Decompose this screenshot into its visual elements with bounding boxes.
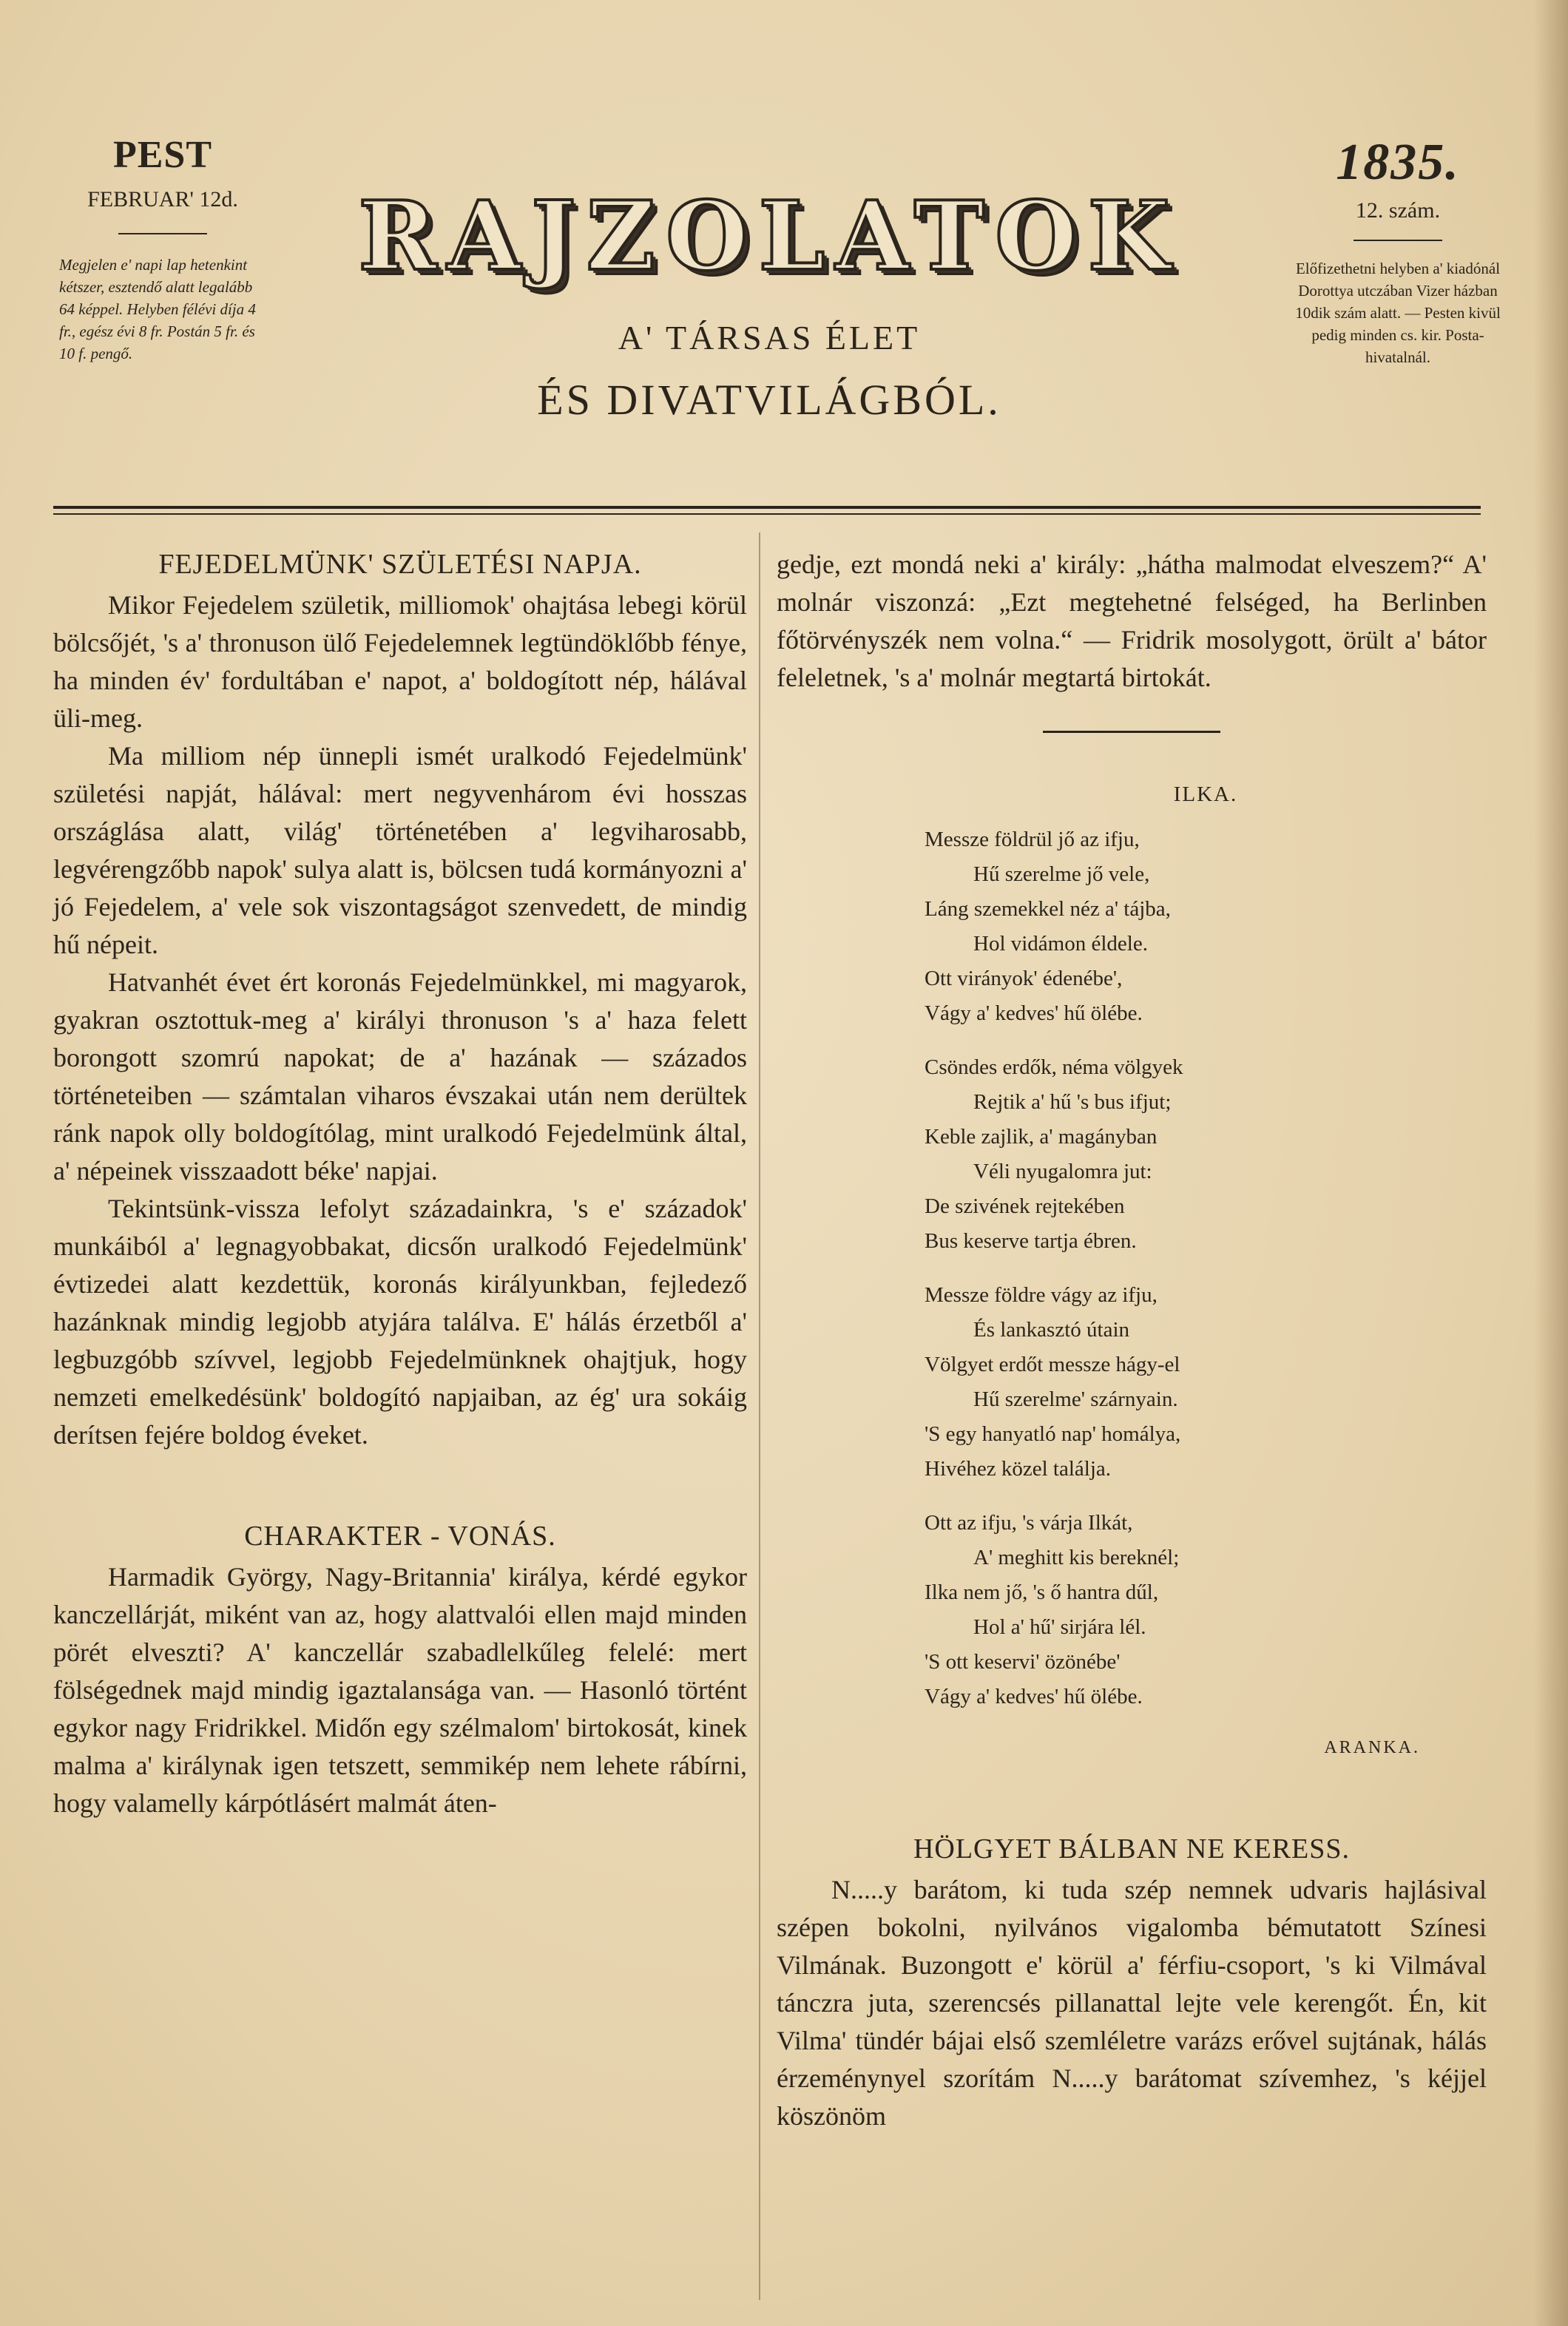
poem-line: Keble zajlik, a' magányban: [925, 1125, 1158, 1149]
poem-signature: ARANKA.: [1324, 1738, 1420, 1757]
poem-stanza: [925, 1278, 1487, 1487]
article-paragraph: Ma milliom nép ünnepli ismét uralkodó Fejedelmünk' születési napját, hálával: mert negyvenhárom évi hosszas országlása alatt, világ' történetében a' legviharosabb, legvérengzőbb napok' sulya alatt is, bölcsen tudá kormányozni a' jó Fejedelem, a' vele sok viszontagságot szenvedett, de mindig hű népeit.: [53, 741, 747, 959]
article-paragraph: Hatvanhét évet ért koronás Fejedelmünkkel, mi magyarok, gyakran osztottuk-meg a' királyi thronuson 's a' haza felett borongott szomrú napokat; de a' hazának — százados történeteiben — számtalan viharos évszakai után nem derültek ránk napok olly boldogítólag, mint uralkodó Fejedelmünk által, a' népeinek visszaadott béke' napjai.: [53, 967, 747, 1186]
masthead-right-rule: [1354, 240, 1442, 241]
article-paragraph: N.....y barátom, ki tuda szép nemnek udvaris hajlásival szépen bokolni, nyilvános vigalomba bémutatott Színesi Vilmának. Buzongott e' körül a' férfiu-csoport, 's ki Vilmával tánczra juta, szerencsés pillanattal lejte vele kerengőt. Én, kit Vilma' tündér bájai első szemléletre varázs erővel sujtának, hálás érzeménynyel szorítám N.....y barátomat szívemhez, 's kéjjel köszönöm: [777, 1875, 1487, 2131]
issue-number: 12. szám.: [1355, 198, 1441, 223]
article-heading-birthday: FEJEDELMÜNK' SZÜLETÉSI NAPJA.: [158, 549, 642, 580]
poem-line: Csöndes erdők, néma völgyek: [925, 1055, 1183, 1079]
masthead-city: PEST: [112, 134, 213, 176]
masthead-year: 1835.: [1336, 134, 1460, 191]
poem-line: A' meghitt kis bereknél;: [973, 1546, 1180, 1569]
article-paragraph: Mikor Fejedelem születik, milliomok' ohajtása lebegi körül bölcsőjét, 's a' thronuson ülő Fejedelemnek legtündöklőbb fénye, ha minden év' fordultában e' napot, a' boldogított nép, hálával üli-meg.: [53, 590, 747, 733]
subscription-notice-left: Megjelen e' napi lap hetenkint kétszer, esztendő alatt legalább 64 képpel. Helyben félévi díja 4 fr., egész évi 8 fr. Postán 5 fr. és 10 f. pengő.: [59, 256, 256, 362]
poem: [925, 777, 1487, 1714]
page-gutter-shadow: [1534, 0, 1568, 2326]
article-continuation: gedje, ezt mondá neki a' király: „hátha malmodat elveszem?“ A' molnár viszonzá: „Ezt megtehetné felséged, ha Berlinben főtörvényszék nem volna.“ — Fridrik mosolygott, örült a' bátor feleletnek, 's a' molnár megtartá birtokát.: [777, 550, 1487, 692]
masthead-divider-thick: [53, 506, 1481, 509]
poem-line: Láng szemekkel néz a' tájba,: [925, 897, 1171, 921]
poem-line: Ott az ifju, 's várja Ilkát,: [925, 1511, 1133, 1535]
article-heading-character: CHARAKTER - VONÁS.: [244, 1521, 556, 1552]
left-column: [53, 546, 747, 1822]
poem-stanza: [925, 1506, 1487, 1714]
masthead-date: FEBRUAR' 12d.: [87, 187, 238, 212]
newspaper-subtitle-line1: A' TÁRSAS ÉLET: [618, 319, 921, 356]
masthead-left-rule: [118, 233, 207, 234]
poem-stanza: [925, 822, 1487, 1031]
poem-line: De szivének rejtekében: [925, 1194, 1125, 1218]
poem-line: Vágy a' kedves' hű ölébe.: [925, 1685, 1143, 1708]
masthead-center: [325, 181, 1213, 425]
poem-line: Ilka nem jő, 's ő hantra dűl,: [925, 1580, 1159, 1604]
poem-line: Hű szerelme' szárnyain.: [973, 1387, 1178, 1411]
masthead-divider-thin: [53, 513, 1481, 515]
poem-line: Messze földrül jő az ifju,: [925, 828, 1140, 851]
article-heading-ball: HÖLGYET BÁLBAN NE KERESS.: [913, 1833, 1351, 1864]
poem-line: Bus keserve tartja ébren.: [925, 1229, 1137, 1253]
poem-line: Hivéhez közel találja.: [925, 1457, 1112, 1481]
poem-line: Hol vidámon éldele.: [973, 932, 1148, 956]
subscription-notice-right: Előfizethetni helyben a' kiadónál Dorottya utczában Vizer házban 10dik szám alatt. — Pesten kivül pedig minden cs. kir. Posta-hivatalnál.: [1295, 260, 1501, 366]
section-separator-rule: [1043, 731, 1220, 733]
poem-stanza: [925, 1050, 1487, 1259]
poem-line: Messze földre vágy az ifju,: [925, 1283, 1158, 1307]
section-gap: [53, 1454, 747, 1518]
poem-line: 'S egy hanyatló nap' homálya,: [925, 1422, 1181, 1446]
masthead-right: [1280, 133, 1516, 368]
article-paragraph: Harmadik György, Nagy-Britannia' királya, kérdé egykor kanczellárját, miként van az, hogy alattvalói ellen majd minden pörét elveszti? A' kanczellár szabadlelkűleg felelé: mert fölségednek majd mindig igaztalansága van. — Hasonló történt egykor nagy Fridrikkel. Midőn egy szélmalom' birtokosát, kinek malma a' királynak igen tetszett, semmikép nem lehete rábírni, hogy valamelly kárpótlásért malmát áten-: [53, 1562, 747, 1818]
poem-line: Rejtik a' hű 's bus ifjut;: [973, 1090, 1172, 1114]
poem-line: Ott virányok' édenébe',: [925, 967, 1123, 990]
masthead-left: [59, 133, 266, 365]
poem-line: És lankasztó útain: [973, 1318, 1130, 1342]
poem-line: Hol a' hű' sirjára lél.: [973, 1615, 1146, 1639]
column-divider: [759, 533, 760, 2300]
newspaper-subtitle-line2: ÉS DIVATVILÁGBÓL.: [537, 376, 1001, 424]
poem-line: Völgyet erdőt messze hágy-el: [925, 1353, 1180, 1376]
poem-title: ILKA.: [1173, 782, 1238, 806]
newspaper-title: RAJZOLATOK: [358, 181, 1180, 292]
poem-line: 'S ott keservi' özönébe': [925, 1650, 1121, 1674]
article-paragraph: Tekintsünk-vissza lefolyt századainkra, 's e' századok' munkáiból a' legnagyobbakat, dicsőn uralkodó Fejedelmünk' évtizedei alatt kezdettük, koronás királyunkban, fejledező hazánknak mindig legjobb atyjára találva. E' hálás érzetből a' legbuzgóbb szívvel, legjobb Fejedelmünknek ohajtjuk, hogy nemzeti emelkedésünk' boldogító napjaiban, az ég' ura sokáig derítsen fejére boldog éveket.: [53, 1194, 747, 1450]
right-column: [777, 546, 1487, 2135]
poem-line: Vágy a' kedves' hű ölébe.: [925, 1001, 1143, 1025]
section-gap: [777, 1767, 1487, 1830]
poem-line: Véli nyugalomra jut:: [973, 1160, 1152, 1183]
poem-line: Hű szerelme jő vele,: [973, 862, 1150, 886]
